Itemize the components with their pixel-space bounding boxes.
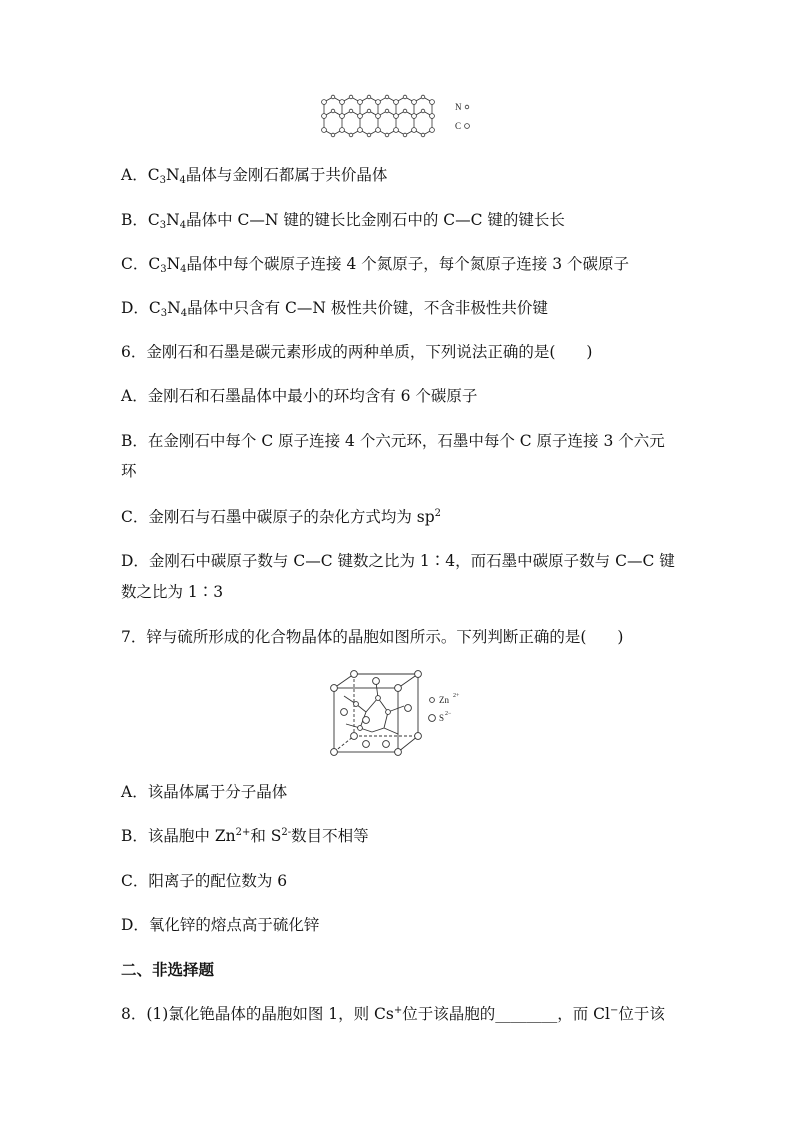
- q6-option-d-line2: 数之比为 1∶3: [121, 583, 224, 601]
- c3n4-structure-figure: [318, 94, 478, 140]
- legend-zn: [430, 693, 460, 705]
- q6-option-d-line1: D．金刚石中碳原子数与 C—C 键数之比为 1∶4，而石墨中碳原子数与 C—C 键: [121, 552, 675, 570]
- q5-option-a: A．$C_3N_4$晶体与金刚石都属于共价晶体: [121, 166, 388, 186]
- q5-option-b: B．$C_3N_4$晶体中 C—N 键的键长比金刚石中的 C—C 键的键长长: [121, 211, 565, 231]
- q7-option-a: A．该晶体属于分子晶体: [121, 783, 288, 801]
- q5-option-d: D．$C_3N_4$晶体中只含有 C—N 极性共价键，不含非极性共价键: [121, 299, 548, 319]
- q7-option-c: C．阳离子的配位数为 6: [121, 872, 288, 890]
- q6-option-b-line2: 环: [121, 462, 137, 480]
- q7-stem: 7．锌与硫所形成的化合物晶体的晶胞如图所示。下列判断正确的是( ): [121, 628, 624, 646]
- q6-stem: 6．金刚石和石墨是碳元素形成的两种单质，下列说法正确的是( ): [121, 343, 593, 361]
- legend-c-label: C: [455, 121, 462, 131]
- svg-text:Zn: Zn: [439, 695, 449, 705]
- q6-option-b-line1: B．在金刚石中每个 C 原子连接 4 个六元环，石墨中每个 C 原子连接 3 个六元: [121, 432, 665, 450]
- q8-stem: 8．(1)氯化铯晶体的晶胞如图 1，则 Cs+位于该晶胞的________，而 Cl−位于该: [121, 1005, 665, 1023]
- legend-s: [429, 711, 452, 723]
- q5-option-c: C．$C_3N_4$晶体中每个碳原子连接 4 个氮原子，每个氮原子连接 3 个碳原子: [121, 255, 629, 275]
- q7-option-d: D．氧化锌的熔点高于硫化锌: [121, 916, 320, 934]
- section-heading: 二、非选择题: [121, 960, 215, 979]
- legend-c-symbol: [465, 124, 470, 129]
- q7-option-b: B．该晶胞中 $Zn^{2+}$和 $S^{2-}$数目不相等: [121, 827, 369, 845]
- svg-text:2−: 2−: [445, 711, 452, 717]
- legend-n-symbol: [465, 105, 469, 109]
- svg-text:2+: 2+: [453, 693, 460, 699]
- legend-n-label: N: [455, 102, 462, 112]
- zns-unit-cell-figure: [326, 668, 476, 758]
- q6-option-a: A．金刚石和石墨晶体中最小的环均含有 6 个碳原子: [121, 387, 478, 405]
- svg-text:S: S: [439, 713, 445, 723]
- q6-option-c: C．金刚石与石墨中碳原子的杂化方式均为 $sp^2$: [121, 508, 442, 526]
